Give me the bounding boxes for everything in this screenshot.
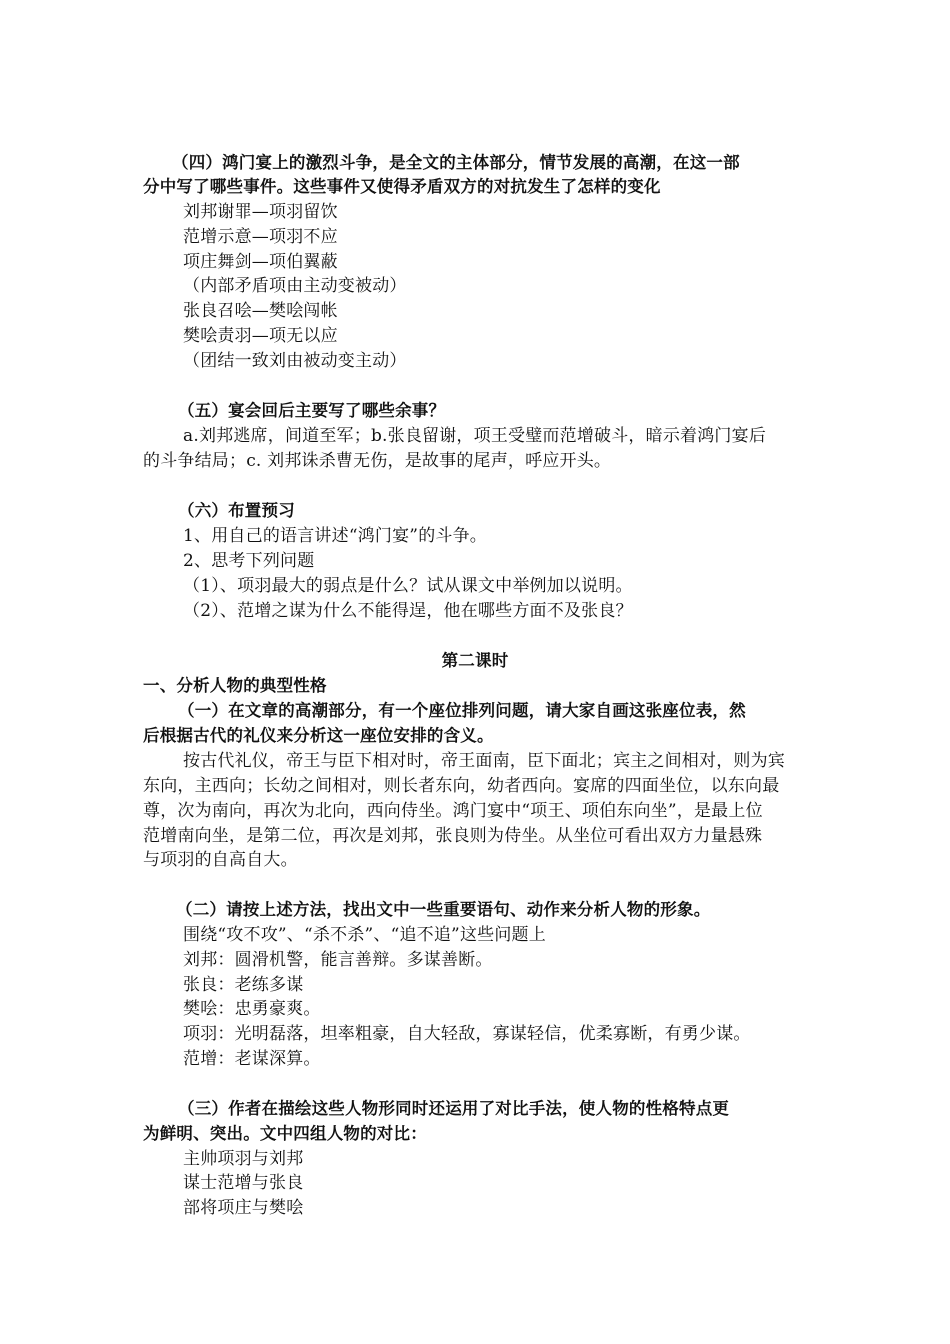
section6-item: （2）、范增之谋为什么不能得逞，他在哪些方面不及张良？ — [183, 601, 633, 621]
section6-item: 2、思考下列问题 — [183, 551, 315, 571]
lesson2-heading: 第二课时 — [441, 651, 509, 670]
section5-title: （五）宴会回后主要写了哪些余事？ — [178, 401, 446, 420]
section6-item: 1、用自己的语言讲述“鸿门宴”的斗争。 — [183, 526, 487, 546]
q2-line: 项羽：光明磊落，坦率粗豪，自大轻敌，寡谋轻信，优柔寡断，有勇少谋。 — [183, 1024, 751, 1044]
q3-title-line1: （三）作者在描绘这些人物形同时还运用了对比手法，使人物的性格特点更 — [178, 1099, 730, 1118]
q3-item: 部将项庄与樊哙 — [183, 1198, 304, 1218]
q2-line: 范增：老谋深算。 — [183, 1049, 321, 1069]
section4-item: 樊哙责羽—项无以应 — [183, 326, 338, 346]
section6-title: （六）布置预习 — [178, 501, 295, 520]
q2-line: 樊哙：忠勇豪爽。 — [183, 999, 321, 1019]
q2-line: 围绕“攻不攻”、“杀不杀”、“追不追”这些问题上 — [183, 925, 546, 945]
a1-line: 按古代礼仪，帝王与臣下相对时，帝王面南，臣下面北；宾主之间相对，则为宾 — [183, 751, 785, 771]
section4-item: 项庄舞剑—项伯翼蔽 — [183, 252, 338, 272]
a1-line: 尊，次为南向，再次为北向，西向侍坐。鸿门宴中“项王、项伯东向坐”，是最上位 — [143, 801, 763, 821]
q2-line: 刘邦：圆滑机警，能言善辩。多谋善断。 — [183, 950, 493, 970]
section5-body-line2: 的斗争结局；c. 刘邦诛杀曹无伤，是故事的尾声，呼应开头。 — [143, 451, 612, 471]
section4-item: （内部矛盾项由主动变被动） — [183, 276, 407, 296]
q3-title-line2: 为鲜明、突出。文中四组人物的对比： — [143, 1124, 427, 1143]
q2-line: 张良：老练多谋 — [183, 975, 304, 995]
q3-item: 谋士范增与张良 — [183, 1173, 304, 1193]
a1-line: 范增南向坐，是第二位，再次是刘邦，张良则为侍坐。从坐位可看出双方力量悬殊 — [143, 826, 763, 846]
section4-title-line1: （四）鸿门宴上的激烈斗争，是全文的主体部分，情节发展的高潮，在这一部 — [172, 153, 740, 172]
q1-title-line2: 后根据古代的礼仪来分析这一座位安排的含义。 — [143, 726, 494, 745]
a1-line: 东向，主西向；长幼之间相对，则长者东向，幼者西向。宴席的四面坐位，以东向最 — [143, 776, 780, 796]
q2-title: （二）请按上述方法，找出文中一些重要语句、动作来分析人物的形象。 — [176, 900, 711, 919]
q1-title-line1: （一）在文章的高潮部分，有一个座位排列问题，请大家自画这张座位表，然 — [178, 701, 746, 720]
part1-title: 一、分析人物的典型性格 — [143, 676, 327, 695]
section4-item: 范增示意—项羽不应 — [183, 227, 338, 247]
q3-item: 主帅项羽与刘邦 — [183, 1149, 304, 1169]
section6-item: （1）、项羽最大的弱点是什么？试从课文中举例加以说明。 — [183, 576, 633, 596]
section4-title-line2: 分中写了哪些事件。这些事件又使得矛盾双方的对抗发生了怎样的变化 — [143, 177, 661, 196]
section4-item: 张良召哙—樊哙闯帐 — [183, 301, 338, 321]
section4-item: （团结一致刘由被动变主动） — [183, 351, 407, 371]
section4-item: 刘邦谢罪—项羽留饮 — [183, 202, 338, 222]
section5-body-line1: a.刘邦逃席，间道至军；b.张良留谢，项王受璧而范增破斗，暗示着鸿门宴后 — [183, 426, 767, 446]
a1-line: 与项羽的自高自大。 — [143, 850, 298, 870]
